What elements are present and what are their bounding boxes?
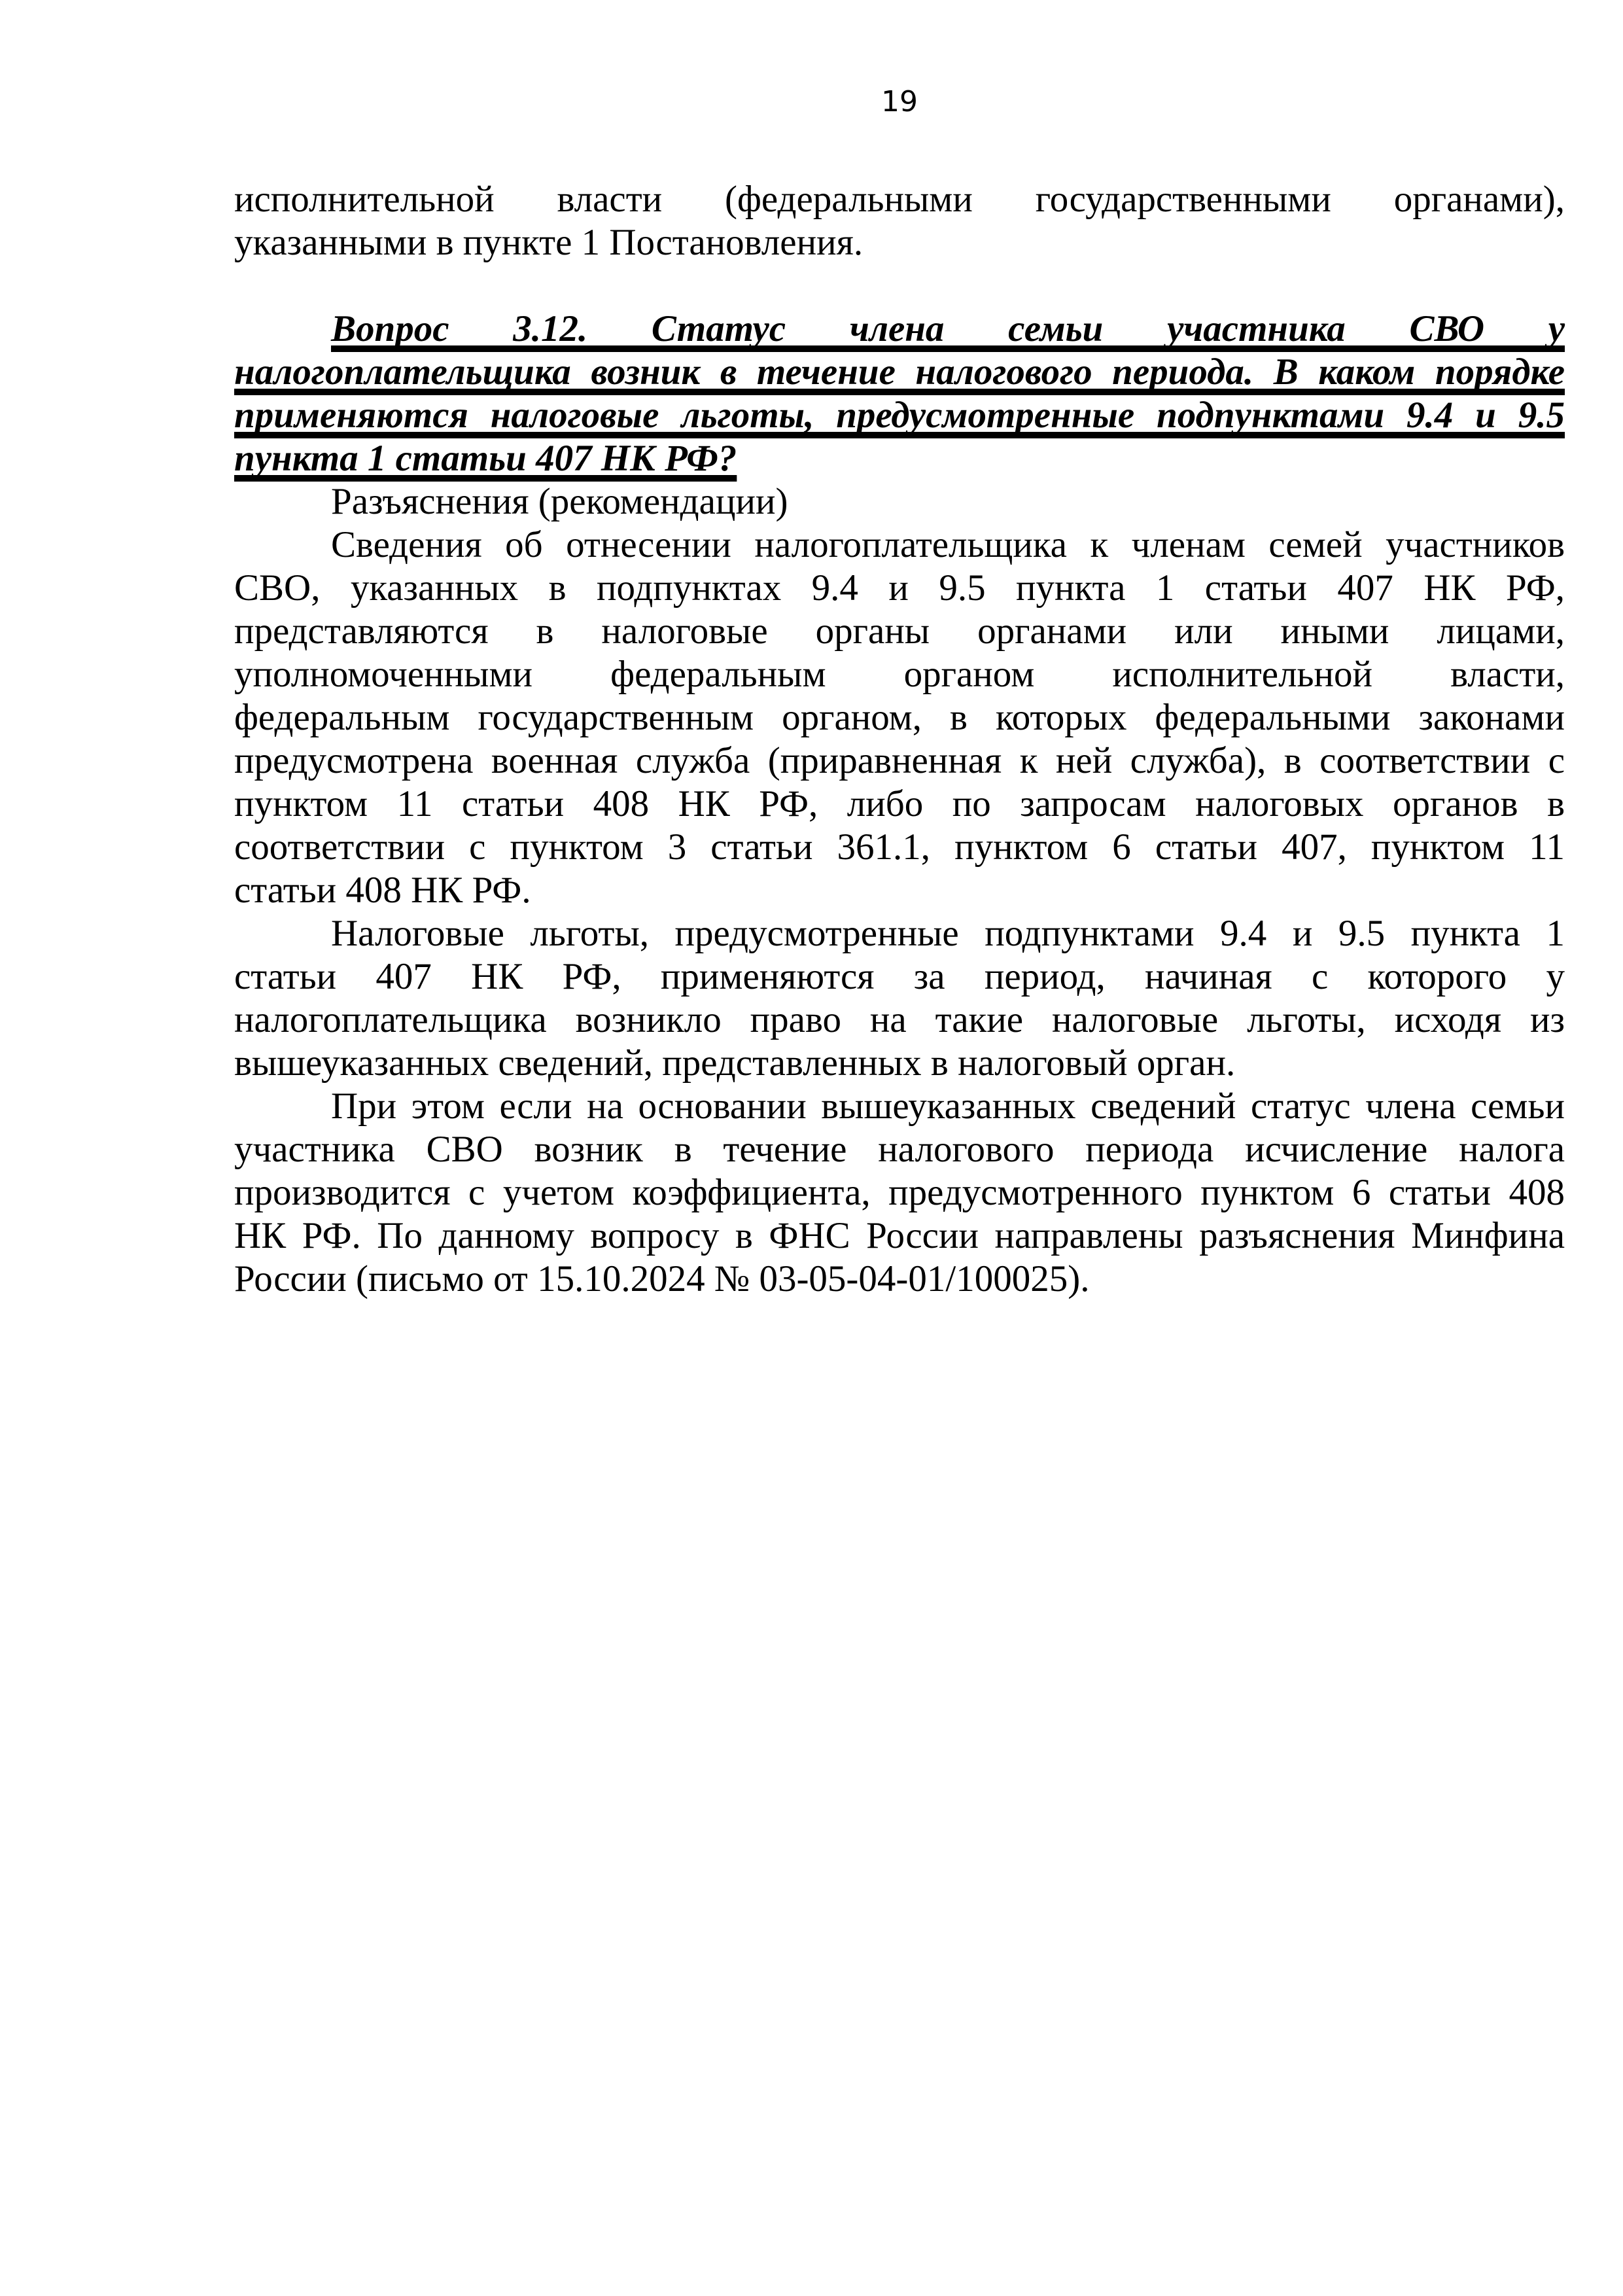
text-line: представляются в налоговые органы органами или иными лицами, xyxy=(234,610,1565,652)
text-line: статьи 408 НК РФ. xyxy=(234,870,531,911)
paragraph xyxy=(234,1085,1565,1301)
document-content xyxy=(234,178,1565,1301)
question-heading-line: налогоплательщика возник в течение налогового периода. В каком порядке xyxy=(234,351,1565,393)
question-heading xyxy=(234,308,1565,480)
page-number: 19 xyxy=(881,85,918,118)
text-line: предусмотрена военная служба (приравненная к ней служба), в соответствии с xyxy=(234,740,1565,781)
paragraph xyxy=(234,480,1565,523)
text-line: пунктом 11 статьи 408 НК РФ, либо по запросам налоговых органов в xyxy=(234,783,1565,824)
paragraph xyxy=(234,912,1565,1085)
text-line: России (письмо от 15.10.2024 № 03-05-04-01/100025). xyxy=(234,1258,1090,1299)
text-line: Налоговые льготы, предусмотренные подпунктами 9.4 и 9.5 пункта 1 xyxy=(331,913,1565,954)
text-line: уполномоченными федеральным органом исполнительной власти, xyxy=(234,654,1565,695)
text-line: СВО, указанных в подпунктах 9.4 и 9.5 пункта 1 статьи 407 НК РФ, xyxy=(234,567,1565,609)
text-line: производится с учетом коэффициента, предусмотренного пунктом 6 статьи 408 xyxy=(234,1172,1565,1213)
question-heading-line: применяются налоговые льготы, предусмотренные подпунктами 9.4 и 9.5 xyxy=(234,395,1565,436)
text-line: налогоплательщика возникло право на такие налоговые льготы, исходя из xyxy=(234,999,1565,1040)
question-heading-line: Вопрос 3.12. Статус члена семьи участника СВО у xyxy=(331,308,1565,349)
text-line: участника СВО возник в течение налогового периода исчисление налога xyxy=(234,1129,1565,1170)
text-line: указанными в пункте 1 Постановления. xyxy=(234,222,864,263)
text-line: федеральным государственным органом, в которых федеральными законами xyxy=(234,697,1565,738)
text-line: При этом если на основании вышеуказанных сведений статус члена семьи xyxy=(331,1086,1565,1127)
text-line: исполнительной власти (федеральными государственными органами), xyxy=(234,179,1565,220)
text-line: Сведения об отнесении налогоплательщика к членам семей участников xyxy=(331,524,1565,565)
paragraph xyxy=(234,523,1565,912)
text-line: Разъяснения (рекомендации) xyxy=(331,481,788,522)
text-line: вышеуказанных сведений, представленных в налоговый орган. xyxy=(234,1042,1236,1084)
text-line: статьи 407 НК РФ, применяются за период, начиная с которого у xyxy=(234,956,1565,997)
blank-line xyxy=(234,264,1565,308)
text-line: соответствии с пунктом 3 статьи 361.1, пунктом 6 статьи 407, пунктом 11 xyxy=(234,826,1565,868)
text-line: НК РФ. По данному вопросу в ФНС России направлены разъяснения Минфина xyxy=(234,1215,1565,1256)
paragraph xyxy=(234,178,1565,264)
question-heading-line: пункта 1 статьи 407 НК РФ? xyxy=(234,438,737,479)
